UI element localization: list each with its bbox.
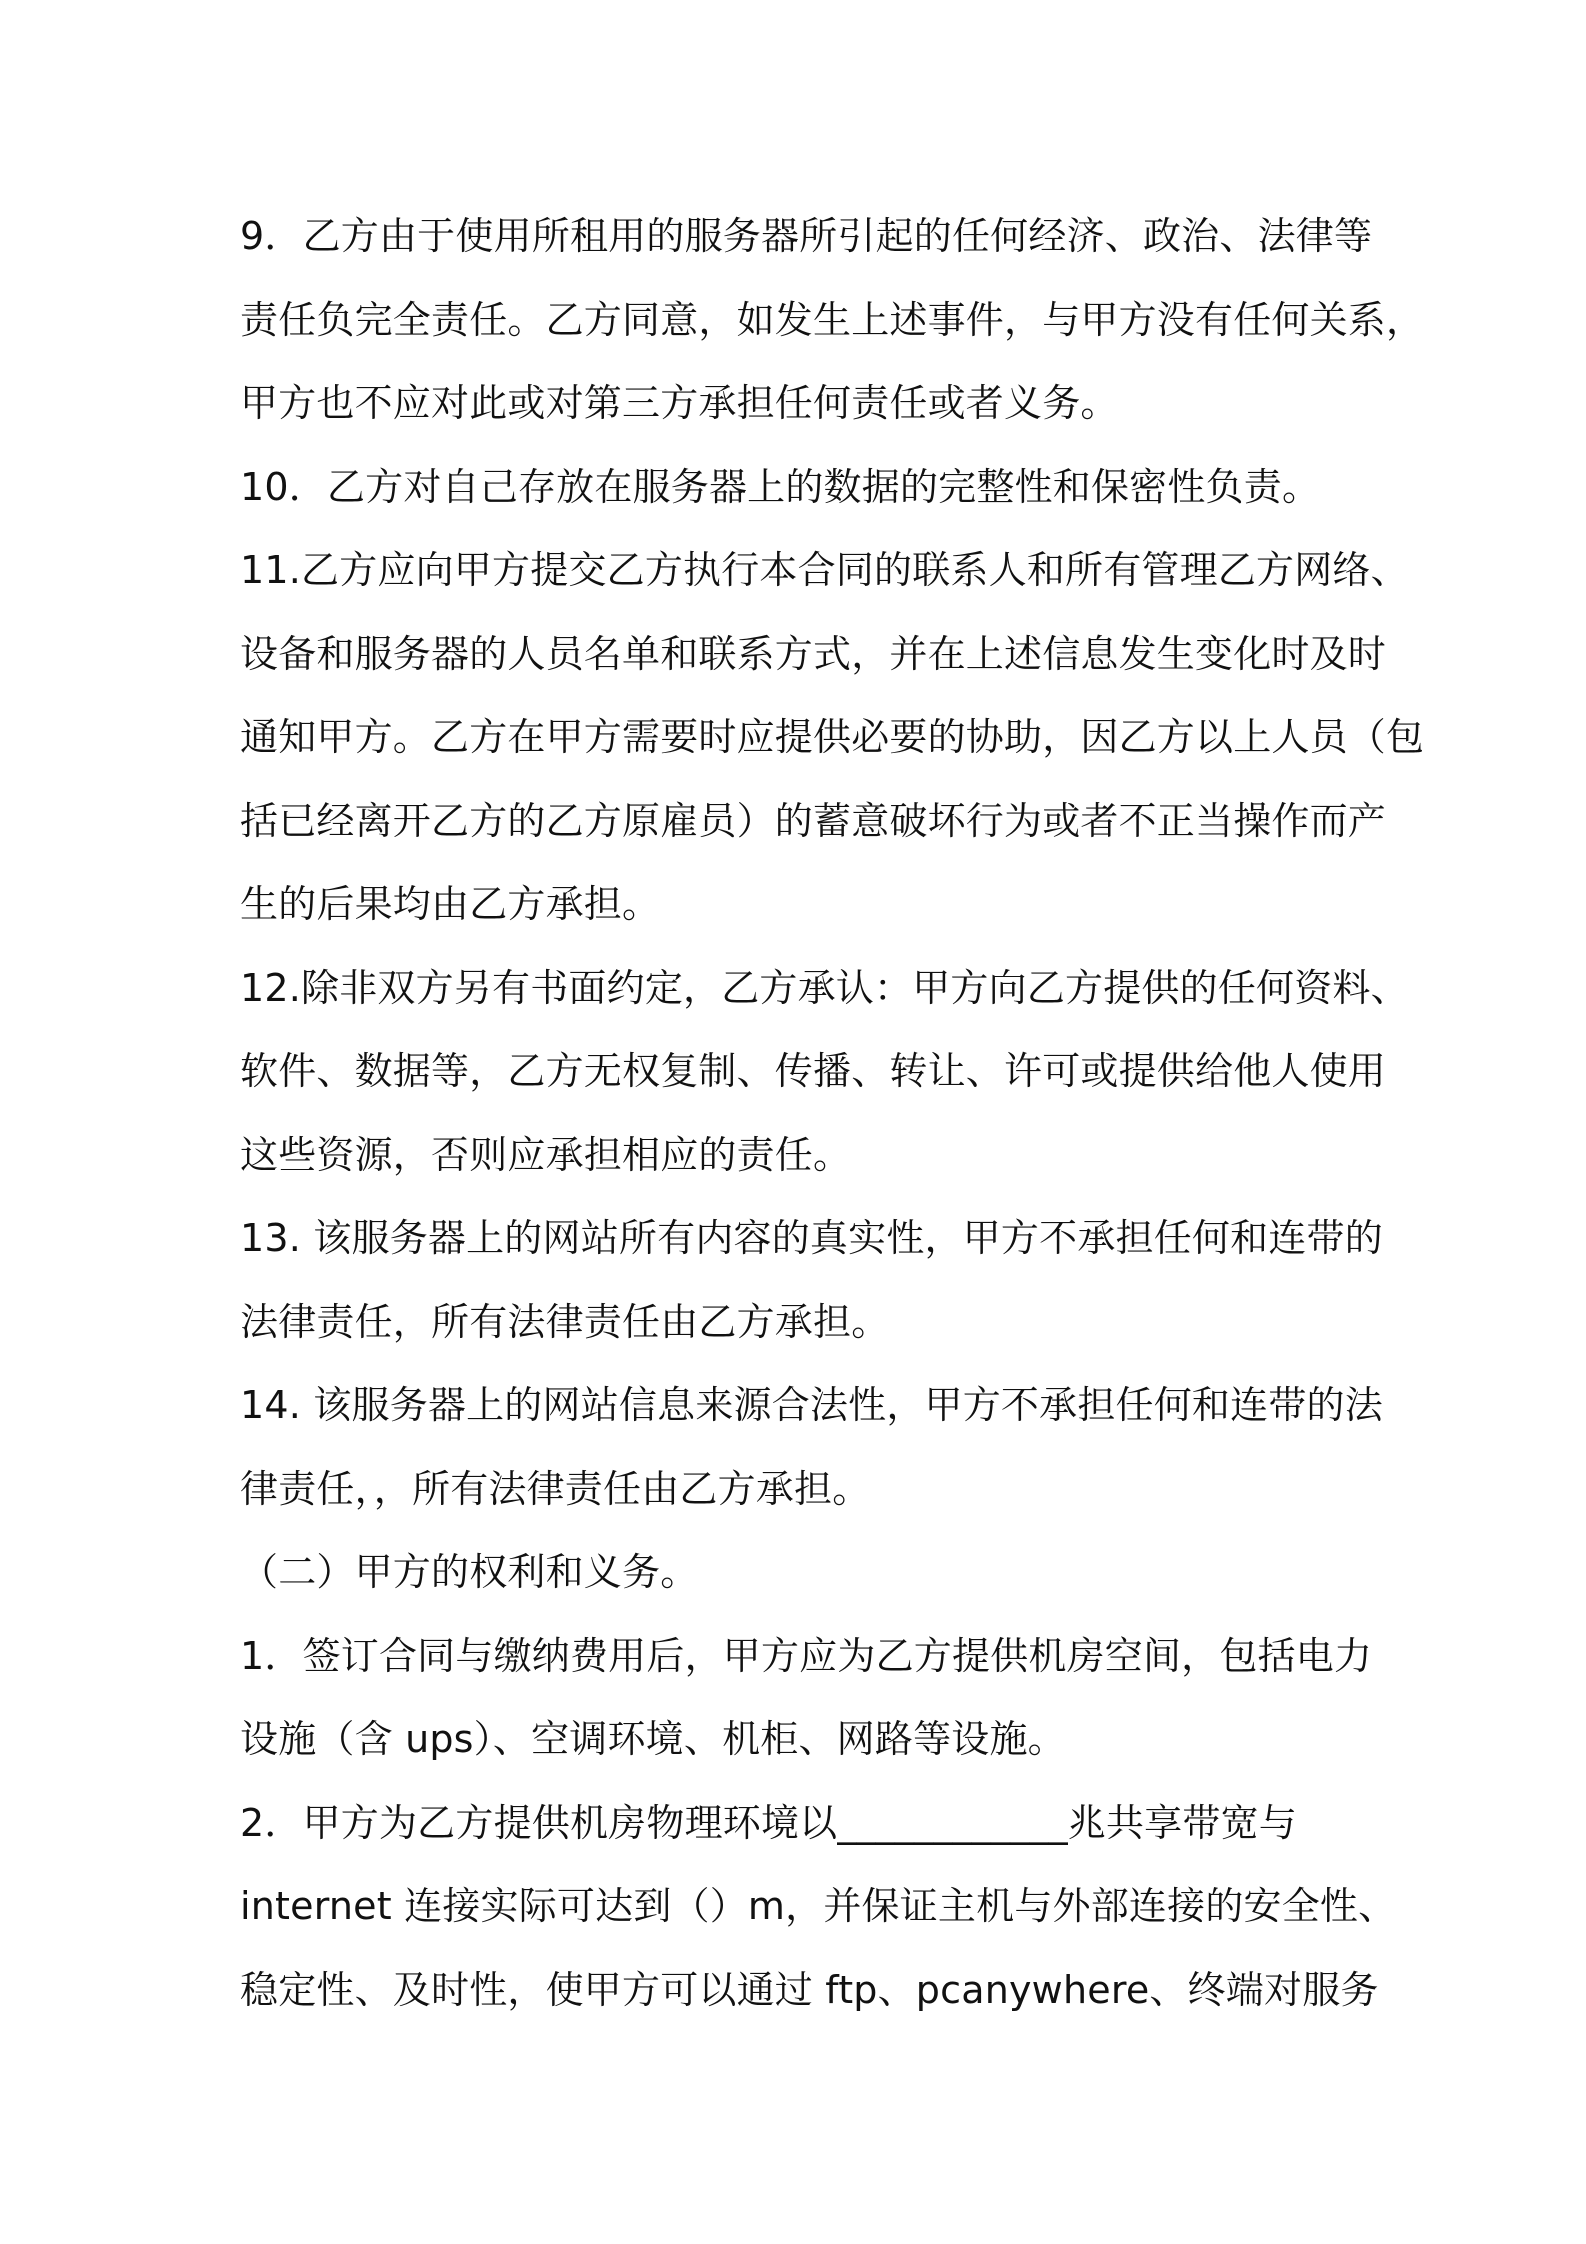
text-line: 12.除非双方另有书面约定，乙方承认：甲方向乙方提供的任何资料、 <box>240 965 1409 1010</box>
text-line: 法律责任，所有法律责任由乙方承担。 <box>240 1299 890 1344</box>
text-line: 设施（含 ups）、空调环境、机柜、网路等设施。 <box>240 1717 1066 1761</box>
text-line: 稳定性、及时性，使甲方可以通过 ftp、pcanywhere、终端对服务 <box>240 1967 1379 2012</box>
text-line: 14. 该服务器上的网站信息来源合法性，甲方不承担任何和连带的法 <box>240 1383 1383 1427</box>
text-line: 通知甲方。乙方在甲方需要时应提供必要的协助，因乙方以上人员（包 <box>240 715 1425 759</box>
text-line: 9．乙方由于使用所租用的服务器所引起的任何经济、政治、法律等 <box>240 214 1373 258</box>
text-line: 1．签订合同与缴纳费用后，甲方应为乙方提供机房空间，包括电力 <box>240 1633 1373 1678</box>
text-line: 这些资源，否则应承担相应的责任。 <box>240 1132 852 1177</box>
text-line: internet 连接实际可达到（）m，并保证主机与外部连接的安全性、 <box>240 1884 1397 1928</box>
contract-text-block <box>240 195 1425 2032</box>
text-line: 设备和服务器的人员名单和联系方式，并在上述信息发生变化时及时 <box>240 631 1387 676</box>
text-line: 责任负完全责任。乙方同意，如发生上述事件，与甲方没有任何关系， <box>240 297 1425 342</box>
text-line: 甲方也不应对此或对第三方承担任何责任或者义务。 <box>240 381 1119 425</box>
text-line: 律责任，，所有法律责任由乙方承担。 <box>240 1466 871 1511</box>
text-line: 11.乙方应向甲方提交乙方执行本合同的联系人和所有管理乙方网络、 <box>240 548 1409 592</box>
text-line: 10．乙方对自己存放在服务器上的数据的完整性和保密性负责。 <box>240 464 1321 509</box>
text-line: 2．甲方为乙方提供机房物理环境以____________兆共享带宽与 <box>240 1800 1297 1845</box>
text-line: 生的后果均由乙方承担。 <box>240 882 661 926</box>
section-heading: （二）甲方的权利和义务。 <box>240 1550 699 1594</box>
text-line: 13. 该服务器上的网站所有内容的真实性，甲方不承担任何和连带的 <box>240 1216 1383 1260</box>
text-line: 软件、数据等，乙方无权复制、传播、转让、许可或提供给他人使用 <box>240 1049 1387 1093</box>
text-line: 括已经离开乙方的乙方原雇员）的蓄意破坏行为或者不正当操作而产 <box>240 798 1387 843</box>
